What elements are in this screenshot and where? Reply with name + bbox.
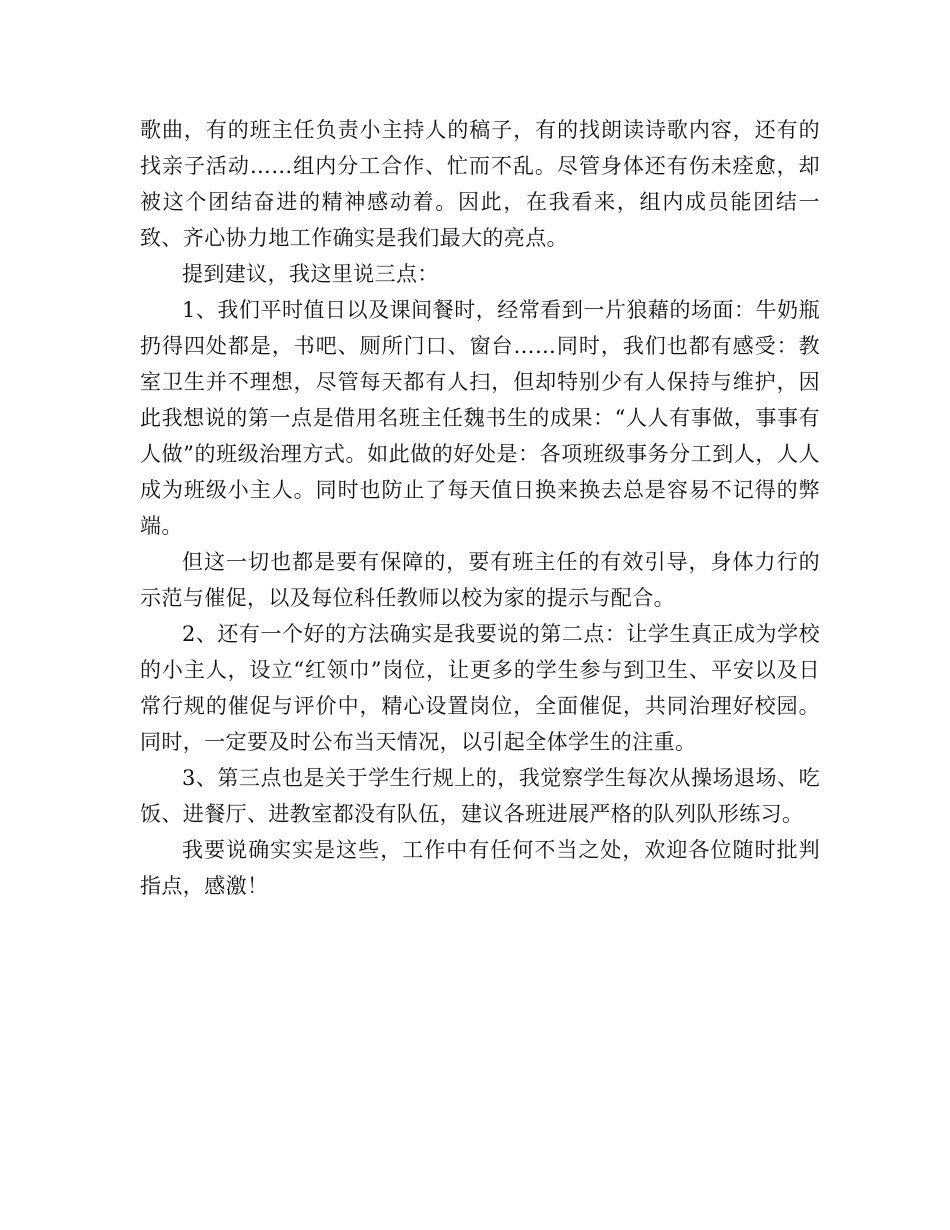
document-body	[140, 112, 820, 904]
paragraph-1: 歌曲，有的班主任负责小主持人的稿子，有的找朗读诗歌内容，还有的找亲子活动……组内分工合作、忙而不乱。尽管身体还有伤未痊愈，却被这个团结奋进的精神感动着。因此，在我看来，组内成员能团结一致、齐心协力地工作确实是我们最大的亮点。	[140, 118, 820, 250]
paragraph-2: 提到建议，我这里说三点：	[182, 262, 439, 286]
paragraph-6: 3、第三点也是关于学生行规上的，我觉察学生每次从操场退场、吃饭、进餐厅、进教室都没有队伍，建议各班进展严格的队列队形练习。	[140, 766, 820, 826]
paragraph-4: 但这一切也都是要有保障的，要有班主任的有效引导，身体力行的示范与催促，以及每位科任教师以校为家的提示与配合。	[140, 550, 820, 610]
paragraph-7: 我要说确实实是这些，工作中有任何不当之处，欢迎各位随时批判指点，感激！	[140, 838, 820, 898]
paragraph-3: 1、我们平时值日以及课间餐时，经常看到一片狼藉的场面：牛奶瓶扔得四处都是，书吧、厕所门口、窗台……同时，我们也都有感受：教室卫生并不理想，尽管每天都有人扫，但却特别少有人保持与维护，因此我想说的第一点是借用名班主任魏书生的成果：“人人有事做，事事有人做”的班级治理方式。如此做的好处是：各项班级事务分工到人，人人成为班级小主人。同时也防止了每天值日换来换去总是容易不记得的弊端。	[140, 298, 820, 538]
paragraph-5: 2、还有一个好的方法确实是我要说的第二点：让学生真正成为学校的小主人，设立“红领巾”岗位，让更多的学生参与到卫生、平安以及日常行规的催促与评价中，精心设置岗位，全面催促，共同治理好校园。同时，一定要及时公布当天情况，以引起全体学生的注重。	[140, 622, 820, 754]
